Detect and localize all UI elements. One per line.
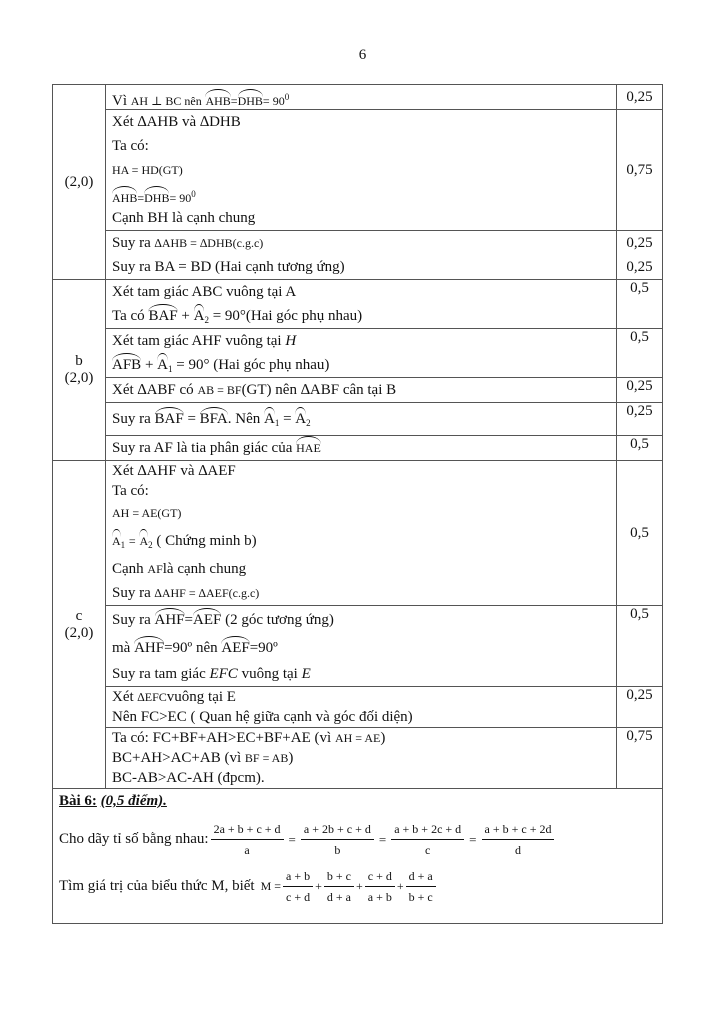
bai6-title: Bài 6: (0,5 điểm). — [59, 793, 167, 809]
score: 0,25 — [617, 687, 663, 728]
table-row: Ta có: FC+BF+AH>EC+BF+AE (vì AH = AE) BC+AH>AC+AB (vì BF = AB) BC-AB>AC-AH (đpcm). 0,75 — [53, 728, 663, 789]
fraction: $\frac{a + b + c + 2d}{d}$ — [482, 821, 555, 858]
expression-row: Tìm giá trị của biểu thức M, biết M = $\frac{a + b}{c + d}$ + $\frac{b + c}{d + a}$ + $\frac{c + d}{a + b}$ + $\frac{d + a}{b + c}$ — [59, 868, 656, 905]
table-row: Suy ra BAF = BFA. Nên $A_1 = A_2$ 0,25 — [53, 403, 663, 436]
fraction: $\frac{a + b + 2c + d}{c}$ — [391, 821, 464, 858]
part-a-points: (2,0) — [53, 85, 106, 280]
table-row: Xét ∆AHB và ∆DHB Ta có: HA = HD(GT) $AHB=DHB= 90^0$ Cạnh BH là cạnh chung 0,75 — [53, 110, 663, 231]
ratio-row: Cho dãy tỉ số bằng nhau: $\frac{2a + b + c + d}{a}$ = $\frac{a + 2b + c + d}{b}$ = $\frac{a + b + 2c + d}{c}$ = $\frac{a + b + c + 2d}{d}$ — [59, 821, 656, 858]
fraction: $\frac{c + d}{a + b}$ — [365, 868, 395, 905]
part-b-points: (2,0) — [64, 370, 94, 386]
table-row — [53, 789, 663, 924]
fraction: $\frac{a + 2b + c + d}{b}$ — [301, 821, 374, 858]
answer-table — [52, 84, 663, 924]
fraction: $\frac{b + c}{d + a}$ — [324, 868, 354, 905]
fraction: $\frac{2a + b + c + d}{a}$ — [211, 821, 284, 858]
table-row: Suy ra AHF=AEF (2 góc tương ứng) mà AHF=90º nên AEF=90º Suy ra tam giác EFC vuông tại E 0,5 — [53, 606, 663, 687]
score: 0,5 — [617, 606, 663, 687]
score: 0,25 — [617, 85, 663, 110]
table-row: Xét ∆ABF có AB = BF(GT) nên ∆ABF cân tại B 0,25 — [53, 378, 663, 403]
part-c-label: c — [75, 607, 83, 624]
score: 0,25 — [626, 235, 653, 251]
score: 0,5 — [617, 436, 663, 461]
score: 0,5 — [617, 329, 663, 378]
score: 0,5 — [617, 280, 663, 329]
score: 0,25 — [626, 259, 653, 275]
score: 0,75 — [617, 110, 663, 231]
bai6-section — [53, 789, 663, 924]
table-row: Suy ra ∆AHB = ∆DHB(c.g.c) Suy ra BA = BD (Hai cạnh tương ứng) 0,25 0,25 — [53, 231, 663, 280]
page-number: 6 — [358, 47, 367, 63]
score: 0,75 — [617, 728, 663, 789]
list-item: Vì AH ⊥ BC nên $AHB=DHB= 90^0$ — [106, 85, 616, 109]
part-c-points: (2,0) — [64, 624, 94, 641]
table-row — [53, 85, 663, 110]
table-row: Suy ra AF là tia phân giác của HAE 0,5 — [53, 436, 663, 461]
table-row: Xét ∆EFCvuông tại E Nên FC>EC ( Quan hệ giữa cạnh và góc đối diện) 0,25 — [53, 687, 663, 728]
score: 0,25 — [617, 378, 663, 403]
table-row: b (2,0) Xét tam giác ABC vuông tại A Ta có BAF + $A_2 = 90^\circ(Hai$ góc phụ nhau) 0,5 — [53, 280, 663, 329]
score: 0,5 — [617, 461, 663, 606]
table-row: c (2,0) Xét ∆AHF và ∆AEF Ta có: AH = AE(GT) $A_1 = A_2$ ( Chứng minh b) Cạnh AFlà cạnh chung Suy ra ∆AHF = ∆AEF(c.g.c) 0,5 — [53, 461, 663, 606]
fraction: $\frac{a + b}{c + d}$ — [283, 868, 313, 905]
fraction: $\frac{d + a}{b + c}$ — [406, 868, 436, 905]
part-b-label: b — [75, 353, 83, 369]
score: 0,25 — [617, 403, 663, 436]
table-row: Xét tam giác AHF vuông tại H AFB + $A_1 = 90^\circ$ (Hai góc phụ nhau) 0,5 — [53, 329, 663, 378]
